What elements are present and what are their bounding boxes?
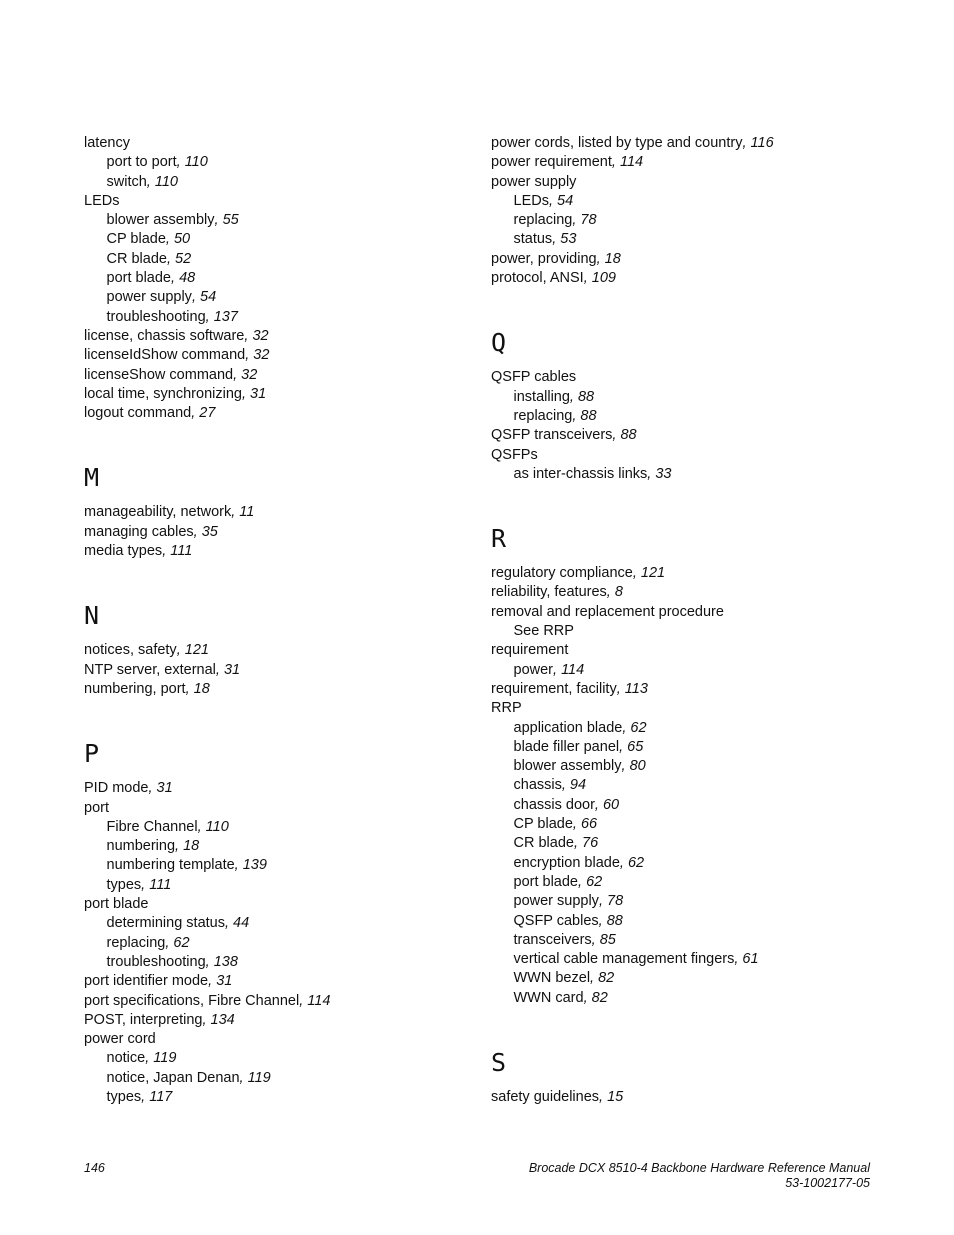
- index-subentry: types, 111: [106, 876, 172, 893]
- page-reference-link[interactable]: 66: [580, 816, 598, 833]
- page-reference-link[interactable]: 44: [233, 915, 250, 932]
- entry-term: NTP server, external: [84, 661, 216, 678]
- entry-term: power, providing: [491, 250, 597, 267]
- page-reference-link[interactable]: 32: [253, 347, 270, 364]
- entry-term: blade filler panel: [513, 738, 620, 755]
- entry-term: power requirement: [491, 154, 612, 171]
- page-reference-link[interactable]: 62: [586, 873, 603, 890]
- page-reference-link[interactable]: 113: [624, 680, 648, 697]
- entry-term: licenseIdShow command: [84, 347, 246, 364]
- entry-term: Fibre Channel: [106, 818, 198, 835]
- index-entry: safety guidelines, 15: [491, 1088, 624, 1105]
- page-reference-link[interactable]: 121: [640, 565, 666, 582]
- entry-term: power supply: [513, 893, 599, 910]
- index-entry: port specifications, Fibre Channel, 114: [84, 992, 331, 1009]
- entry-term: numbering template: [106, 857, 235, 874]
- index-subentry: vertical cable management fingers, 61: [513, 951, 759, 968]
- page-reference-link[interactable]: 31: [216, 973, 233, 990]
- index-entry: numbering, port, 18: [84, 680, 210, 697]
- entry-term: manageability, network: [84, 504, 232, 521]
- entry-term: troubleshooting: [106, 308, 206, 325]
- entry-term: port blade: [106, 270, 171, 287]
- index-subentry: WWN bezel, 82: [513, 970, 615, 987]
- entry-term: LEDs: [513, 192, 549, 209]
- entry-term: replacing: [513, 212, 573, 229]
- entry-term: troubleshooting: [106, 953, 206, 970]
- index-subentry: power supply, 78: [513, 893, 624, 910]
- section-letter: P: [84, 739, 100, 769]
- page-reference-link[interactable]: 85: [599, 931, 616, 948]
- page-reference-link[interactable]: 50: [173, 231, 191, 248]
- index-entry: [84, 1030, 464, 1049]
- entry-term: CP blade: [106, 231, 166, 248]
- entry-term: WWN card: [513, 989, 584, 1006]
- page-reference-link[interactable]: 88: [577, 388, 595, 405]
- page-reference-link[interactable]: 111: [170, 543, 193, 560]
- manual-title: Brocade DCX 8510-4 Backbone Hardware Reference Manual: [528, 1161, 870, 1175]
- index-entry: [491, 368, 891, 387]
- page-reference-link[interactable]: 31: [250, 385, 267, 402]
- entry-term: types: [106, 1088, 142, 1105]
- index-subentry: notice, 119: [106, 1050, 177, 1067]
- page-reference-link[interactable]: 15: [607, 1088, 624, 1105]
- entry-term: RRP: [491, 700, 522, 717]
- entry-term: requirement, facility: [491, 680, 617, 697]
- entry-term: media types: [84, 543, 163, 560]
- entry-term: local time, synchronizing: [84, 385, 242, 402]
- entry-term: licenseShow command: [84, 366, 234, 383]
- page-reference-link[interactable]: 78: [580, 212, 597, 229]
- entry-term: status: [513, 231, 553, 248]
- index-subentry: types, 117: [106, 1088, 173, 1105]
- page-reference-link[interactable]: 121: [184, 642, 209, 659]
- entry-term: blower assembly: [106, 212, 215, 229]
- index-entry: licenseShow command, 32: [84, 366, 258, 383]
- index-subentry: LEDs, 54: [513, 192, 574, 209]
- index-subentry: CR blade, 76: [513, 835, 599, 852]
- page-reference-link[interactable]: 114: [561, 661, 585, 678]
- page-reference-link[interactable]: 138: [213, 953, 238, 970]
- page-reference-link[interactable]: 88: [580, 407, 597, 424]
- entry-term: port identifier mode: [84, 973, 209, 990]
- entry-term: CP blade: [513, 816, 573, 833]
- index-entry: port identifier mode, 31: [84, 973, 233, 990]
- section-letter: S: [491, 1047, 507, 1077]
- entry-term: QSFPs: [491, 446, 538, 463]
- index-entry: NTP server, external, 31: [84, 661, 241, 678]
- entry-term: QSFP cables: [513, 912, 599, 929]
- page-reference-link[interactable]: 119: [247, 1069, 271, 1086]
- index-subentry: installing, 88: [513, 388, 595, 405]
- index-subentry: WWN card, 82: [513, 989, 608, 1006]
- index-column-left: [84, 134, 464, 1107]
- index-subentry: port blade, 48: [106, 270, 196, 287]
- page-reference-link[interactable]: 88: [606, 912, 623, 929]
- entry-term: replacing: [106, 934, 166, 951]
- index-entry: QSFP transceivers, 88: [491, 427, 637, 444]
- page-reference-link[interactable]: 31: [223, 661, 241, 678]
- document-footer: [529, 1161, 870, 1191]
- page-reference-link[interactable]: 18: [183, 838, 200, 855]
- page-reference-link[interactable]: 65: [627, 738, 644, 755]
- page-reference-link[interactable]: 82: [598, 970, 615, 987]
- entry-term: CR blade: [513, 835, 574, 852]
- page-reference-link[interactable]: 33: [655, 465, 672, 482]
- index-entry: logout command, 27: [84, 405, 216, 422]
- index-subentry: power supply, 54: [106, 289, 217, 306]
- page-reference-link[interactable]: 110: [205, 818, 229, 835]
- index-subentry: numbering template, 139: [106, 857, 267, 874]
- entry-term: transceivers: [513, 931, 592, 948]
- page-reference-link[interactable]: 31: [156, 780, 173, 797]
- index-entry: protocol, ANSI, 109: [491, 270, 616, 287]
- entry-term: numbering, port: [84, 680, 186, 697]
- page-reference-link[interactable]: 32: [252, 327, 269, 344]
- index-subentry: CP blade, 66: [513, 816, 598, 833]
- page-reference-link[interactable]: 94: [569, 777, 587, 794]
- index-subentry: CP blade, 50: [106, 231, 191, 248]
- index-column-right: [491, 134, 891, 1107]
- page-reference-link[interactable]: 54: [557, 192, 574, 209]
- index-entry: [491, 446, 891, 465]
- index-entry: local time, synchronizing, 31: [84, 385, 267, 402]
- entry-term: notice: [106, 1050, 146, 1067]
- index-entry: PID mode, 31: [84, 780, 173, 797]
- entry-term: power: [513, 661, 553, 678]
- entry-term: power supply: [106, 289, 192, 306]
- entry-term: replacing: [513, 407, 573, 424]
- page-reference-link[interactable]: 61: [742, 951, 759, 968]
- index-subentry: numbering, 18: [106, 838, 200, 855]
- entry-term: WWN bezel: [513, 970, 591, 987]
- page-reference-link[interactable]: 54: [200, 289, 217, 306]
- entry-term: port blade: [84, 896, 149, 913]
- entry-term: logout command: [84, 405, 192, 422]
- entry-term: as inter-chassis links: [513, 465, 648, 482]
- page-reference-link[interactable]: 109: [591, 270, 616, 287]
- page-reference-link[interactable]: 116: [750, 135, 774, 151]
- entry-term: encryption blade: [513, 854, 620, 871]
- index-subentry: power, 114: [513, 661, 585, 678]
- page-reference-link[interactable]: 35: [201, 523, 218, 540]
- index-subentry: blower assembly, 55: [106, 212, 239, 229]
- page-reference-link[interactable]: 18: [604, 250, 621, 267]
- index-entry: notices, safety, 121: [84, 642, 209, 659]
- page-reference-link[interactable]: 62: [627, 854, 645, 871]
- page-reference-link[interactable]: 53: [560, 231, 577, 248]
- entry-term: See RRP: [513, 623, 574, 640]
- index-entry: media types, 111: [84, 543, 193, 560]
- index-subentry: troubleshooting, 138: [106, 953, 238, 970]
- index-subentry: QSFP cables, 88: [513, 912, 623, 929]
- entry-term: blower assembly: [513, 758, 622, 775]
- entry-term: switch: [106, 173, 147, 190]
- index-entry: [84, 895, 464, 914]
- index-subentry: troubleshooting, 137: [106, 308, 238, 325]
- entry-term: port: [84, 799, 109, 816]
- index-entry: license, chassis software, 32: [84, 327, 269, 344]
- index-subentry: switch, 110: [106, 173, 178, 190]
- entry-term: regulatory compliance: [491, 565, 633, 582]
- index-subentry: chassis, 94: [513, 777, 587, 794]
- index-entry: power requirement, 114: [491, 154, 644, 171]
- page-number: 146: [84, 1161, 105, 1175]
- index-entry: manageability, network, 11: [84, 504, 255, 521]
- index-entry: [84, 192, 464, 211]
- page-reference-link[interactable]: 82: [591, 989, 608, 1006]
- entry-term: application blade: [513, 719, 623, 736]
- index-subentry: replacing, 62: [106, 934, 190, 951]
- section-letter: N: [84, 601, 100, 631]
- index-subentry: application blade, 62: [513, 719, 647, 736]
- index-subentry: blade filler panel, 65: [513, 738, 644, 755]
- page-reference-link[interactable]: 76: [582, 835, 599, 852]
- entry-term: protocol, ANSI: [491, 270, 584, 287]
- index-subentry: notice, Japan Denan, 119: [106, 1069, 271, 1086]
- section-letter: R: [491, 524, 507, 554]
- index-subentry: encryption blade, 62: [513, 854, 645, 871]
- index-subentry: blower assembly, 80: [513, 758, 646, 775]
- entry-term: POST, interpreting: [84, 1011, 203, 1028]
- page-reference-link[interactable]: 52: [175, 250, 192, 267]
- entry-term: removal and replacement procedure: [491, 603, 724, 620]
- entry-term: QSFP transceivers: [491, 427, 613, 444]
- index-subentry: [491, 622, 891, 641]
- entry-term: PID mode: [84, 780, 149, 797]
- index-subentry: replacing, 78: [513, 212, 597, 229]
- page-reference-link[interactable]: 11: [239, 504, 255, 521]
- entry-term: port blade: [513, 873, 578, 890]
- page-reference-link[interactable]: 110: [184, 154, 208, 171]
- entry-term: power supply: [491, 173, 577, 190]
- entry-term: chassis door: [513, 796, 595, 813]
- entry-term: safety guidelines: [491, 1088, 600, 1105]
- page-reference-link[interactable]: 55: [222, 212, 239, 229]
- index-entry: managing cables, 35: [84, 523, 218, 540]
- entry-term: reliability, features: [491, 584, 607, 601]
- index-subentry: determining status, 44: [106, 915, 250, 932]
- index-entry: [491, 699, 891, 718]
- page-reference-link[interactable]: 62: [630, 719, 647, 736]
- entry-term: chassis: [513, 777, 562, 794]
- entry-term: numbering: [106, 838, 176, 855]
- entry-term: installing: [513, 388, 570, 405]
- entry-term: QSFP cables: [491, 369, 577, 386]
- page-reference-link[interactable]: 134: [210, 1011, 235, 1028]
- page-reference-link[interactable]: 78: [607, 893, 624, 910]
- index-entry: POST, interpreting, 134: [84, 1011, 235, 1028]
- index-entry: [491, 173, 891, 192]
- index-entry: regulatory compliance, 121: [491, 565, 666, 582]
- entry-term: license, chassis software: [84, 327, 245, 344]
- index-entry: [84, 799, 464, 818]
- page-reference-link[interactable]: 60: [602, 796, 620, 813]
- entry-term: managing cables: [84, 523, 194, 540]
- page-reference-link[interactable]: 18: [193, 680, 210, 697]
- page-reference-link[interactable]: 111: [149, 876, 172, 893]
- entry-term: port specifications, Fibre Channel: [84, 992, 300, 1009]
- page-reference-link[interactable]: 119: [153, 1050, 177, 1067]
- page-reference-link[interactable]: 32: [241, 366, 258, 383]
- index-subentry: port to port, 110: [106, 154, 208, 171]
- index-entry: power, providing, 18: [491, 250, 621, 267]
- page-reference-link[interactable]: 139: [242, 857, 267, 874]
- index-entry: [491, 603, 891, 622]
- page-reference-link[interactable]: 48: [179, 270, 196, 287]
- index-subentry: as inter-chassis links, 33: [513, 465, 672, 482]
- entry-term: notice, Japan Denan: [106, 1069, 240, 1086]
- page-reference-link[interactable]: 137: [213, 308, 238, 325]
- entry-term: power cords, listed by type and country: [491, 135, 743, 151]
- page-reference-link[interactable]: 110: [154, 173, 178, 190]
- page-reference-link[interactable]: 114: [307, 992, 331, 1009]
- entry-term: vertical cable management fingers: [513, 951, 735, 968]
- entry-term: types: [106, 876, 142, 893]
- index-subentry: status, 53: [513, 231, 577, 248]
- index-subentry: port blade, 62: [513, 873, 603, 890]
- index-subentry: Fibre Channel, 110: [106, 818, 229, 835]
- index-entry: requirement, facility, 113: [491, 680, 648, 697]
- index-entry: [491, 641, 891, 660]
- entry-term: latency: [84, 135, 130, 151]
- page-reference-link[interactable]: 88: [620, 427, 637, 444]
- page-reference-link[interactable]: 8: [614, 584, 623, 601]
- entry-term: notices, safety: [84, 642, 177, 659]
- page-reference-link[interactable]: 117: [149, 1088, 173, 1105]
- page-reference-link[interactable]: 27: [199, 405, 216, 422]
- page-reference-link[interactable]: 80: [629, 758, 646, 775]
- index-subentry: chassis door, 60: [513, 796, 620, 813]
- section-letter: Q: [491, 328, 507, 358]
- index-entry: licenseIdShow command, 32: [84, 347, 270, 364]
- index-entry: reliability, features, 8: [491, 584, 623, 601]
- entry-term: CR blade: [106, 250, 167, 267]
- entry-term: LEDs: [84, 192, 120, 209]
- index-subentry: replacing, 88: [513, 407, 597, 424]
- index-entry: [84, 134, 464, 153]
- document-number: 53-1002177-05: [785, 1176, 870, 1190]
- entry-term: requirement: [491, 642, 569, 659]
- entry-term: port to port: [106, 154, 177, 171]
- index-subentry: transceivers, 85: [513, 931, 616, 948]
- page-reference-link[interactable]: 62: [173, 934, 190, 951]
- entry-term: power cord: [84, 1031, 156, 1048]
- index-entry: power cords, listed by type and country, 116: [491, 135, 774, 151]
- index-subentry: CR blade, 52: [106, 250, 192, 267]
- entry-term: determining status: [106, 915, 225, 932]
- section-letter: M: [84, 463, 100, 493]
- page-reference-link[interactable]: 114: [619, 154, 644, 171]
